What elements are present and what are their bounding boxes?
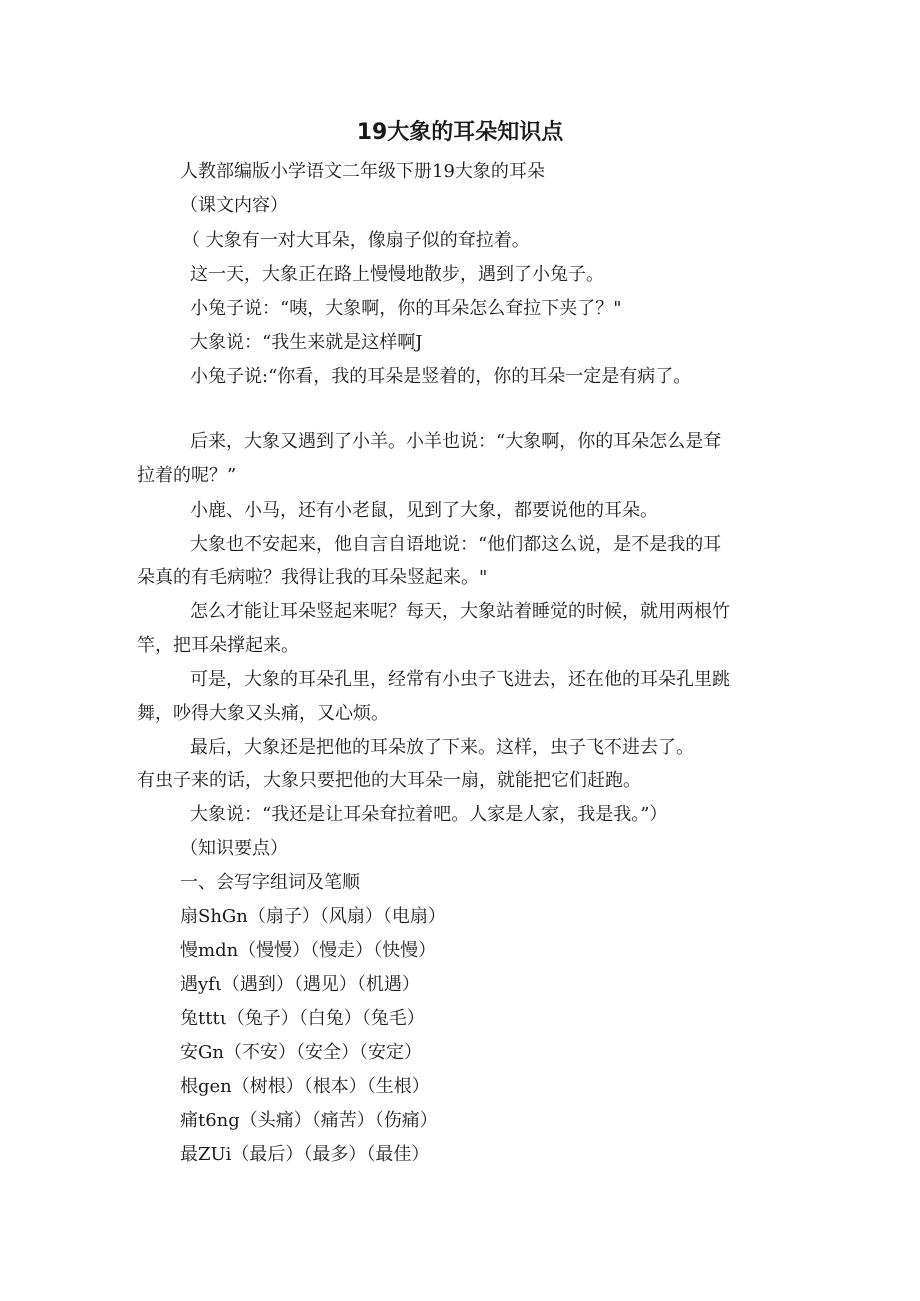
text-line: 舞，吵得大象又头痛，又心烦。: [137, 703, 389, 724]
text-line: 小鹿、小马，还有小老鼠，见到了大象，都要说他的耳朵。: [190, 500, 658, 521]
lesson-heading: （课文内容）: [180, 195, 288, 216]
text-line: 怎么才能让耳朵竖起来呢？每天，大象站着睡觉的时候，就用两根竹: [190, 601, 730, 622]
text-line: 朵真的有毛病啦？我得让我的耳朵竖起来。": [137, 567, 488, 588]
text-line: 可是，大象的耳朵孔里，经常有小虫子飞进去，还在他的耳朵孔里跳: [190, 669, 730, 690]
text-line: 大象说：“我还是让耳朵耷拉着吧。人家是人家，我是我。”）: [190, 804, 668, 825]
text-line: 最后，大象还是把他的耳朵放了下来。这样，虫子飞不进去了。: [190, 737, 694, 758]
text-line: 小兔子说:“你看，我的耳朵是竖着的，你的耳朵一定是有病了。: [190, 366, 692, 387]
vocab-item: 慢mdn（慢慢）（慢走）（快慢）: [180, 940, 437, 961]
vocab-item: 安Gn（不安）（安全）（安定）: [180, 1042, 422, 1063]
text-line: 后来，大象又遇到了小羊。小羊也说：“大象啊，你的耳朵怎么是耷: [190, 431, 722, 452]
vocab-item: 痛t6ng（头痛）（痛苦）（伤痛）: [180, 1110, 438, 1131]
text-line: 有虫子来的话，大象只要把他的大耳朵一扇，就能把它们赶跑。: [137, 770, 641, 791]
vocab-item: 兔tttι（兔子）（白兔）（兔毛）: [180, 1008, 425, 1029]
vocab-item: 遇yfι（遇到）（遇见）（机遇）: [180, 974, 420, 995]
vocab-item: 根gen（树根）（根本）（生根）: [180, 1076, 430, 1097]
text-line: （ 大象有一对大耳朵，像扇子似的耷拉着。: [182, 230, 530, 251]
text-line: 拉着的呢？”: [137, 465, 237, 486]
text-line: 小兔子说：“咦，大象啊，你的耳朵怎么耷拉下夹了？": [190, 298, 622, 319]
text-line: 竿，把耳朵撑起来。: [137, 635, 299, 656]
knowledge-heading: （知识要点）: [180, 838, 288, 859]
vocab-item: 最ZUi（最后）（最多）（最佳）: [180, 1144, 430, 1165]
page-title: 19大象的耳朵知识点: [356, 120, 564, 145]
section-heading: 一、会写字组词及笔顺: [180, 872, 360, 893]
vocab-item: 扇ShGn（扇子）（风扇）（电扇）: [180, 906, 446, 927]
text-line: 大象说：“我生来就是这样啊J: [190, 332, 423, 353]
subtitle: 人教部编版小学语文二年级下册19大象的耳朵: [180, 161, 545, 182]
text-line: 大象也不安起来，他自言自语地说：“他们都这么说，是不是我的耳: [190, 534, 722, 555]
text-line: 这一天，大象正在路上慢慢地散步，遇到了小兔子。: [190, 264, 604, 285]
